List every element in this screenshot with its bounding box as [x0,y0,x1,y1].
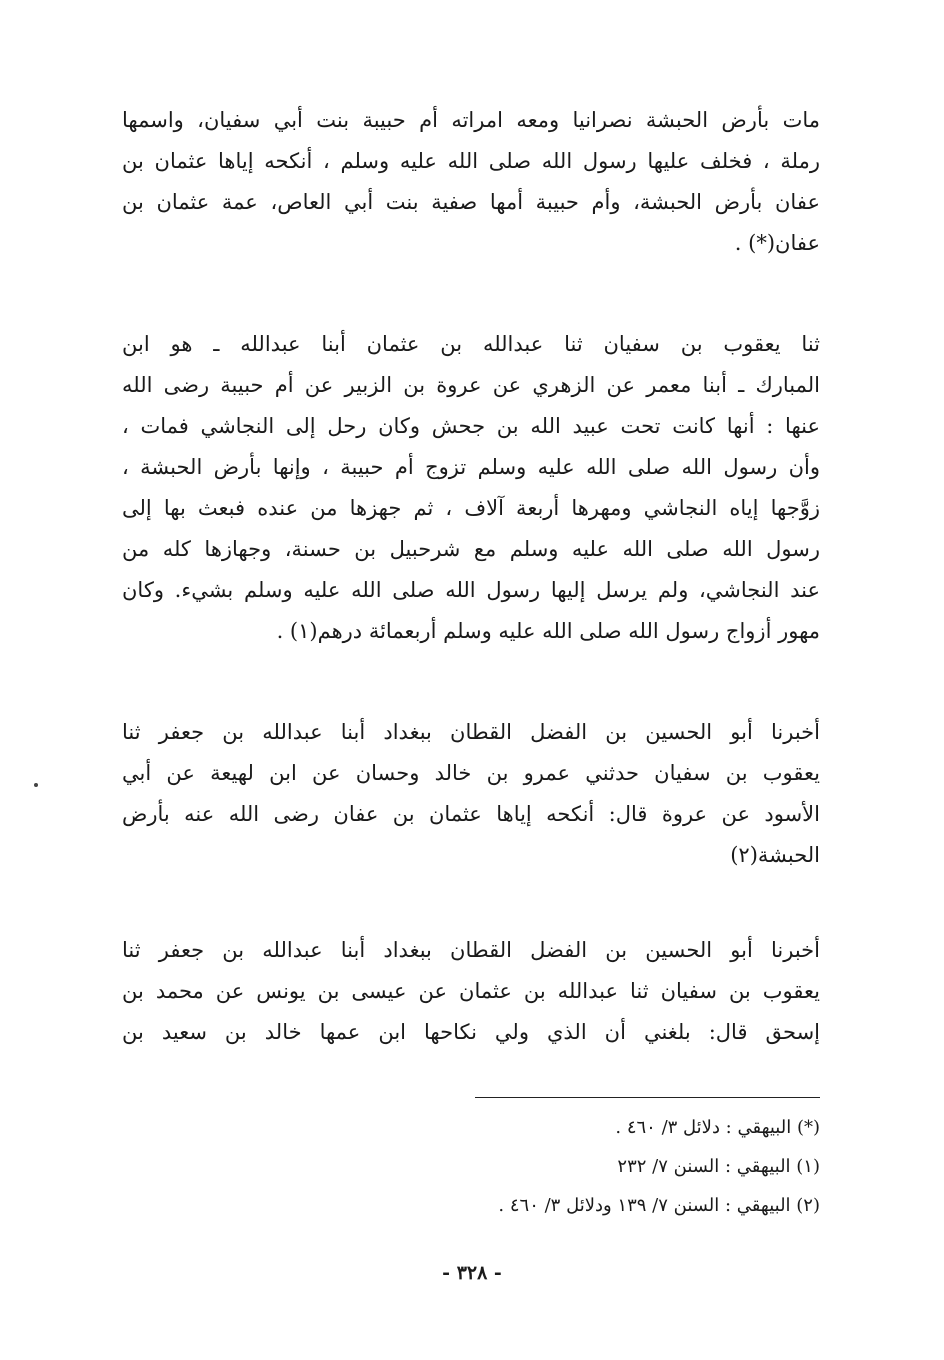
text-line: عفان بأرض الحبشة، وأم حبيبة أمها صفية بنت أبي العاص، عمة عثمان بن [122,190,820,214]
text-line: أخبرنا أبو الحسين بن الفضل القطان ببغداد أبنا عبدالله بن جعفر ثنا [122,720,820,744]
text-line: إسحق قال: بلغني أن الذي ولي نكاحها ابن عمها خالد بن سعيد بن [122,1020,820,1044]
footnote-item: (١) البيهقي : السنن ٧/ ٢٣٢ [617,1156,820,1177]
text-line: عنها : أنها كانت تحت عبيد الله بن جحش وكان رحل إلى النجاشي فمات ، [122,414,820,438]
text-line: رملة ، فخلف عليها رسول الله صلى الله عليه وسلم ، أنكحه إياها عثمان بن [122,149,820,173]
page-number: - ٣٢٨ - [442,1262,502,1284]
text-line: ثنا يعقوب بن سفيان ثنا عبدالله بن عثمان أبنا عبدالله ـ هو ابن [122,332,820,356]
text-line: المبارك ـ أبنا معمر عن الزهري عن عروة بن الزبير عن أم حبيبة رضى الله [122,373,820,397]
footnote-item: (*) البيهقي : دلائل ٣/ ٤٦٠ . [615,1117,820,1138]
text-line: الحبشة(٢) [730,843,820,867]
text-line: الأسود عن عروة قال: أنكحه إياها عثمان بن عفان رضى الله عنه بأرض [122,802,820,826]
paragraph-3 [122,712,820,876]
text-line: عند النجاشي، ولم يرسل إليها رسول الله صلى الله عليه وسلم بشيء. وكان [122,578,820,602]
paragraph-2 [122,324,820,652]
text-line: مات بأرض الحبشة نصرانيا ومعه امراته أم حبيبة بنت أبي سفيان، واسمها [122,108,820,132]
text-line: يعقوب بن سفيان حدثني عمرو بن خالد وحسان عن ابن لهيعة عن أبي [122,761,820,785]
text-line: مهور أزواج رسول الله صلى الله عليه وسلم أربعمائة درهم(١) . [276,619,820,643]
text-line: زوَّجها إياه النجاشي ومهرها أربعة آلاف ، ثم جهزها من عنده فبعث بها إلى [122,496,820,520]
text-line: عفان(*) . [734,231,820,255]
scan-speck [34,783,38,787]
text-line: وأن رسول الله صلى الله عليه وسلم تزوج أم حبيبة ، وإنها بأرض الحبشة ، [122,455,820,479]
footnote-divider [475,1097,820,1098]
paragraph-4 [122,930,820,1053]
text-line: رسول الله صلى الله عليه وسلم مع شرحبيل بن حسنة، وجهازها كله من [122,537,820,561]
footnotes [380,1108,820,1225]
footnote-item: (٢) البيهقي : السنن ٧/ ١٣٩ ودلائل ٣/ ٤٦٠ . [498,1195,820,1216]
text-line: أخبرنا أبو الحسين بن الفضل القطان ببغداد أبنا عبدالله بن جعفر ثنا [122,938,820,962]
paragraph-1 [122,100,820,264]
text-line: يعقوب بن سفيان ثنا عبدالله بن عثمان عن عيسى بن يونس عن محمد بن [122,979,820,1003]
